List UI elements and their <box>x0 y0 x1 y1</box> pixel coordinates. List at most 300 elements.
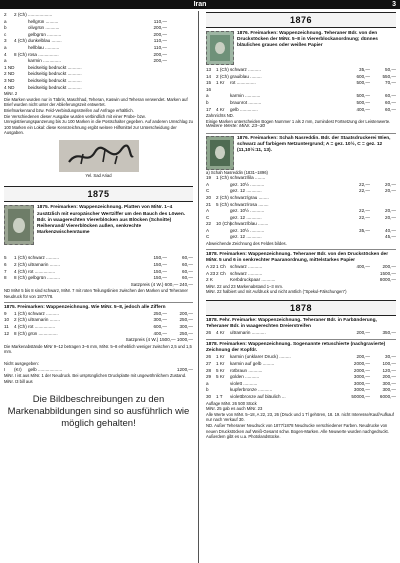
cell-c2: 10 (Ch) <box>216 221 232 227</box>
cell-c1: 26 <box>206 354 212 360</box>
table-row <box>206 277 396 284</box>
table-row <box>4 19 193 26</box>
cell-c5: 60,— <box>182 275 193 281</box>
cell-c2: 4 (Ch) <box>14 268 27 274</box>
cell-c2: 2 (Ch) <box>14 12 27 17</box>
cell-c1: 27 <box>206 361 212 367</box>
stamp-image <box>4 205 34 245</box>
cell-c1: 14 <box>206 73 212 79</box>
cell-c5: 60,— <box>182 255 193 261</box>
cell-c2: 5 (Ch) <box>216 201 229 207</box>
table-row <box>4 85 193 92</box>
cell-c3: beidseitig bedruckt ........... <box>28 77 82 83</box>
cell-c2: 1 (Ch) <box>14 255 27 261</box>
cell-c1: 20 <box>206 194 212 200</box>
cell-c4: 2000,— <box>353 361 370 367</box>
cell-c3: schwarz .......... <box>28 255 59 261</box>
table-row <box>4 32 193 39</box>
cell-c5: 200,— <box>382 374 396 380</box>
table-row <box>206 361 396 368</box>
cell-c3: schwarz/grau ........ <box>230 194 269 200</box>
cell-c3: karmin (unklarer Druck) ......... <box>230 354 291 360</box>
cell-c3: Kerbdruckpaar ........... <box>230 277 276 283</box>
table-row <box>4 12 193 19</box>
cell-c5: 60,— <box>385 99 396 105</box>
cell-c3: gez. 12 ............ <box>230 188 262 194</box>
table-row <box>206 195 396 202</box>
cell-c1: 21 <box>206 201 212 207</box>
note: Die Markenabstände MiNr 9–12 betragen 3–6 mm, MiNr. 5–8 erheblich weniger zwischen 2,5 und 1,5 mm. <box>4 343 192 355</box>
cell-c1: 19 <box>206 175 212 181</box>
cell-c1: a <box>206 93 209 99</box>
table-row <box>4 71 193 78</box>
table-row <box>206 67 396 74</box>
cell-c2: 1 T <box>216 394 223 400</box>
year-heading-1875: 1875 <box>4 186 193 202</box>
cell-c3: hellgrün .......... <box>28 18 59 24</box>
subheading: Nicht ausgegeben: <box>4 360 39 366</box>
cell-c3: ................... <box>28 12 53 17</box>
cell-c4: 600,— <box>356 73 370 79</box>
cell-c5: 20,— <box>385 188 396 194</box>
cell-c2: 8 (Ch) <box>14 275 27 281</box>
cell-c1: 4 <box>4 51 7 57</box>
cell-c3: kupferbronze ........... <box>230 387 273 393</box>
table-row <box>4 45 193 52</box>
cell-c1: 9 <box>4 310 7 316</box>
cell-c1: 13 <box>206 67 212 72</box>
cell-c2: 5 Kr <box>216 367 225 373</box>
cell-c3: beidseitig bedruckt ........... <box>28 71 82 77</box>
subheading: a) Schah Nasreddin (1831–1896) <box>206 169 268 175</box>
table-row <box>206 182 396 189</box>
issue-1876-table <box>206 67 396 113</box>
cell-c2: 2 (Ch) <box>216 194 229 200</box>
cell-c5 <box>167 38 193 45</box>
table-row <box>206 215 396 222</box>
cell-c5 <box>167 12 193 19</box>
cell-c2 <box>14 65 28 72</box>
table-row <box>4 311 193 318</box>
issue-title: 1878. Freimarken: Wappenzeichnung. Teheraner Bdr. von den Druckstöcken der MiNr. 5 und 6 in senkrechter Paaranordnung, mittelstarkes Papier <box>206 251 389 263</box>
cell-c5: 250,— <box>179 317 193 323</box>
cell-c3: gez. 12 ............ <box>230 214 262 220</box>
cell-c5 <box>167 85 193 92</box>
table-row <box>4 317 193 324</box>
cell-c5 <box>370 195 396 202</box>
cell-c2 <box>216 277 230 284</box>
cell-c1: 15 <box>206 80 212 86</box>
note: MiNr. 22 halbiert und mit Aufdruck und nicht amtlich ("Spekul-Fälschungen") <box>206 289 347 295</box>
note: Einige Marken unterscheiden Bogen Nummer 1 als 2 mm, zumindest Fortsetzung der Leistenwerte. <box>206 118 391 124</box>
cell-c1: 8 <box>4 275 7 281</box>
cell-c5: 250,— <box>179 330 193 336</box>
cell-c2 <box>14 25 28 32</box>
cell-c3: karmin auf gelb ......... <box>230 361 275 367</box>
cell-c4 <box>342 221 370 228</box>
table-row: 26 4 Kr ultramarin ........... 200,— 350,— <box>206 330 396 336</box>
table-row <box>206 202 396 209</box>
cell-c1: 4 ND <box>4 84 15 90</box>
cell-c3: rot ................ <box>28 268 56 274</box>
cell-c5 <box>167 32 193 39</box>
cell-c2 <box>216 215 230 222</box>
arabic-script-image <box>59 140 139 172</box>
cell-c1: C <box>206 214 210 220</box>
cell-c4: 200,— <box>153 25 167 31</box>
cell-c5 <box>167 52 193 59</box>
note: ND MiNr 5 bis 8 sind schwarz, MiNr. 7 mit roten Teilungslinien zwischen den Marken und Teheraner Neudruck für von 1877/78. <box>4 288 188 300</box>
cell-c2 <box>14 71 28 78</box>
cell-c3: schwarz .......... <box>28 310 59 316</box>
signature-image <box>59 140 139 172</box>
cell-c3 <box>230 87 342 94</box>
table-row <box>206 100 396 107</box>
issue-1876b-table <box>206 175 396 241</box>
cell-c1: 2 K <box>206 277 213 283</box>
cell-c4: 22,— <box>359 208 370 214</box>
cell-c2: 1 Kr <box>216 354 225 360</box>
cell-c1: 17 <box>206 106 212 112</box>
table-row <box>206 208 396 215</box>
cell-c3: schwarz ........... <box>230 270 263 276</box>
cell-c3: violett ........... <box>230 380 258 386</box>
cell-c4 <box>342 277 370 284</box>
cell-c2: 4 (Ch) <box>14 324 27 330</box>
cell-c5 <box>167 71 193 78</box>
cell-c3: rotbraun ........... <box>230 367 263 373</box>
issue-1875b-table <box>4 311 193 337</box>
note: ND. Außer Teheraner Neudruck von 1877/1878 Neudrucke verschiedener Farben. Neudrucke von neuen Druckstöcken auf Weiß-Gesamt schw. Bogen-Marken. Alle Neuwerte wurden nachgedruckt. Außerdem gibt es u.a. Photolandstücke. <box>206 422 389 440</box>
note: Abweichende Zeichnung des Feldes bildes. <box>206 241 287 247</box>
cell-c4: 300,— <box>153 317 167 323</box>
issue-1878b-table <box>206 354 396 400</box>
cell-c5: 45,— <box>385 234 396 240</box>
cell-c1: A <box>206 227 210 233</box>
cell-c4 <box>342 175 370 182</box>
cell-c5 <box>370 221 396 228</box>
cell-c5 <box>167 45 193 52</box>
cell-c5 <box>167 58 193 65</box>
cell-c2 <box>14 45 28 52</box>
cell-c3: gelbgrün .......... <box>28 275 60 281</box>
issue-title: 1876. Freimarken: Schah Nasreddin. Bdr. der Staatsdruckerei Wien, schwarz auf farbigem Netzuntergrund; A = gez. 10½, C = gez. 12 (11,10½:11, 13). <box>237 135 391 153</box>
cell-c3: violettbronze auf bläulich ... <box>230 394 286 400</box>
cell-c1: a <box>4 58 7 64</box>
cell-c2 <box>216 234 230 241</box>
cell-c4: 35,— <box>359 227 370 233</box>
cell-c1: 3 <box>4 38 7 44</box>
cell-c1: 16 <box>206 86 212 92</box>
cell-c3: gez. 10½ ........... <box>230 181 265 187</box>
cell-c5: 1500,— <box>379 270 396 276</box>
stamp-image <box>206 136 234 170</box>
cell-c1: 3 ND <box>4 77 15 83</box>
table-row <box>206 264 396 271</box>
cell-c2 <box>216 100 230 107</box>
cell-c4: 500,— <box>356 93 370 99</box>
cell-c3: karmin .............. <box>28 58 61 64</box>
cell-c4: 400,— <box>356 264 370 270</box>
cell-c2: 8 (Ch) <box>14 330 27 336</box>
cell-c2 <box>14 32 28 39</box>
stamp-image <box>206 31 234 65</box>
table-row <box>4 324 193 331</box>
cell-c4: 600,— <box>153 324 167 330</box>
year-heading-1876: 1876 <box>206 12 396 28</box>
cell-c3: beidseitig bedruckt ........... <box>28 64 82 70</box>
table-row <box>206 381 396 388</box>
table-row <box>206 221 396 228</box>
cell-c5: 50,— <box>385 67 396 72</box>
cell-c2: 1 Kr <box>216 80 225 86</box>
cell-c3: dunkelblau ........ <box>28 38 62 44</box>
cell-c1: a <box>4 44 7 50</box>
cell-c5: 60,— <box>182 262 193 268</box>
cell-c1: 11 <box>4 324 9 330</box>
note: Zahnrichts ND. <box>206 113 234 119</box>
cell-c1: 12 <box>4 330 10 336</box>
cell-c5: 120,— <box>382 367 396 373</box>
cell-c5: 60,— <box>385 93 396 99</box>
table-row <box>4 255 193 262</box>
cell-c1: a <box>206 380 209 386</box>
issue-1875-block <box>4 205 193 245</box>
table-row <box>4 65 193 72</box>
cell-c1: 6 <box>4 262 7 268</box>
paragraph: Die Marken wurden nur in Täbris, Maschhad, Teheran, Kaswin und Teheran verwendet. Marken auf Brief wurden nicht unter der Ablieferungszeit entwertet. <box>4 96 188 108</box>
note: MiNr. 2 <box>4 91 18 97</box>
issue-1878-table <box>206 264 396 284</box>
cell-c5: 300,— <box>179 324 193 330</box>
cell-c5: 20,— <box>385 208 396 214</box>
cell-c4: 150,— <box>153 268 167 274</box>
cell-c4: 110,— <box>153 44 167 50</box>
cell-c2 <box>14 85 28 92</box>
cell-c1: A 23 <box>206 270 216 276</box>
paragraph: Die Verschiedenen dieser Ausgabe wurden verbindlich mit einer Probe- bzw. Unregistrierungspanzerung bis zu 100 Marken in die Postschalter gegeben. Auf anderen Umschlag zu 100 Marken ein Lokal: diese Kennzeichnung ergibt weitere Hilfsmittel zur Unterscheidung der Ausgaben. <box>4 113 194 136</box>
cell-c1: C <box>206 188 210 194</box>
cell-c2: 1 (Ch) <box>14 310 27 316</box>
paragraph: Briefmarkenrand bzw. Feld-Verbindungsstreifen auf Anfrage erhältlich. <box>4 107 134 113</box>
cell-c3: gez. 12 ............ <box>230 234 262 240</box>
cell-c2 <box>14 19 28 26</box>
cell-c2 <box>14 78 28 85</box>
cell-c4 <box>139 71 167 78</box>
cell-c2: 2 (Ch) <box>14 262 27 268</box>
cell-c5: 300,— <box>382 380 396 386</box>
table-row <box>206 354 396 361</box>
table-row <box>206 234 396 241</box>
cell-c1: 28 <box>206 367 212 373</box>
table-row <box>206 188 396 195</box>
cell-c4: 110,— <box>153 38 167 44</box>
cell-c2: 2 Ch <box>216 270 226 276</box>
cell-c4 <box>139 65 167 72</box>
cell-c3: gelbgrün ........... <box>28 31 62 37</box>
cell-c5: 30,— <box>385 354 396 360</box>
table-row <box>206 93 396 100</box>
table-row <box>4 269 193 276</box>
cell-c3: ultramarin ........ <box>28 317 60 323</box>
cell-c5: 6000,— <box>379 394 396 400</box>
cell-c5: 20,— <box>385 214 396 220</box>
cell-c4: 200,— <box>153 58 167 64</box>
cell-c3: beidseitig bedruckt ........... <box>28 84 82 90</box>
set-price: Satzpreis (4 W.) 1500,— 1000,— <box>125 337 193 343</box>
cell-c5: 200,— <box>382 264 396 270</box>
cell-c1: 5 <box>4 255 7 261</box>
cell-c4: 150,— <box>153 275 167 281</box>
cell-c3: braunrot .......... <box>230 99 262 105</box>
cell-c1: C <box>206 234 210 240</box>
cell-c2 <box>216 188 230 195</box>
cell-c3: rot ................ <box>28 324 56 330</box>
cell-c2: 2 (Ch) <box>14 317 27 323</box>
cell-c3: gelb .............. <box>230 106 258 112</box>
cell-c5: 550,— <box>382 73 396 79</box>
cell-c2: 1 Kr <box>216 361 225 367</box>
header-title: Iran <box>193 1 207 8</box>
cell-c2 <box>216 182 230 189</box>
cell-c1: 2 <box>4 12 7 17</box>
cell-c4: 110,— <box>153 18 167 24</box>
cell-c3: schwarz/lila ........ <box>230 175 266 181</box>
cell-c5: 70,— <box>385 80 396 86</box>
cell-c4: 150,— <box>153 255 167 261</box>
cell-c3: schwarz ........... <box>230 264 263 270</box>
cell-c5: 100,— <box>382 361 396 367</box>
cell-c4 <box>139 78 167 85</box>
page-number: 3 <box>392 1 396 8</box>
cell-c5 <box>167 19 193 26</box>
cell-c4: 200,— <box>153 51 167 57</box>
cell-c4 <box>342 234 370 241</box>
cell-c3: gez. 10½ ........... <box>230 227 265 233</box>
cell-c1: 29 <box>206 374 212 380</box>
cell-c4 <box>342 202 370 209</box>
cell-c1: b <box>206 99 209 105</box>
cell-c4: 22,— <box>359 181 370 187</box>
cell-c4: 35,— <box>359 67 370 72</box>
table-row <box>4 52 193 59</box>
cell-c1: 1 ND <box>4 64 15 70</box>
cell-c3: ultramarin ........ <box>28 262 60 268</box>
table-row <box>206 87 396 94</box>
cell-c5: 60,— <box>385 106 396 112</box>
cell-c3: grün ............... <box>28 330 58 336</box>
issue-1875-table <box>4 255 193 281</box>
cell-c4: 3000,— <box>353 387 370 393</box>
cell-c4: 22,— <box>359 214 370 220</box>
cell-c2 <box>216 93 230 100</box>
cell-c2: 1 Ch <box>216 264 226 270</box>
cell-c2 <box>216 208 230 215</box>
cell-c4: 500,— <box>356 80 370 86</box>
cell-c4 <box>342 87 370 94</box>
cell-c2: 4 Kr <box>216 106 225 112</box>
note: MiNr. I3 bill aus <box>4 378 33 384</box>
image-caption: Yel. Sad Ariad <box>85 172 112 178</box>
issue-title: 1878. Fehr. Freimarke: Wappenzeichnung. Teheraner Bdr. in Farbänderung, Teheraner Bdr. in waagerechten Dreierstreifen <box>206 318 377 330</box>
issue-title: 1875. Freimarken: Wappenzeichnung. Platten von MiNr. 1–4 zusätzlich mit europäischer Wertziffer um den Bauch des Löwen. Bdr. in waagerechten Viererblöcken aus Blöcken (Schnitte) Reihenrand/ Viererblöcken außen, senkrechte Markenzwischenräume <box>37 205 186 236</box>
right-column <box>206 12 396 440</box>
cell-c4: 400,— <box>153 330 167 336</box>
cell-c1: b <box>4 25 7 31</box>
cell-c4 <box>342 195 370 202</box>
cell-c4 <box>139 12 167 19</box>
issue-title: 1875. Freimarken: Wappenzeichnung. Wie MiNr. 5–8, jedoch alle Ziffern <box>4 304 166 310</box>
cell-c5 <box>167 25 193 32</box>
cell-c3: schwarz/rosa ........ <box>230 201 269 207</box>
cell-c5: 200,— <box>179 310 193 316</box>
cell-c4: 3000,— <box>353 380 370 386</box>
table-row <box>4 78 193 85</box>
table-row <box>206 374 396 381</box>
table-row <box>206 80 396 87</box>
note: MiNr. 22 und 23 Markenabstand 1–3 mm. <box>206 283 284 289</box>
table-row <box>206 74 396 81</box>
cell-c4: 2000,— <box>353 367 370 373</box>
table-row <box>4 331 193 338</box>
note: MiNr. I ist aus MiNr. 1 der Neudruck. Bei ursprünglichen Druckplatte mit ungewöhnlichem Zustand. <box>4 373 187 379</box>
cell-c1: A 22 <box>206 264 216 270</box>
note: Auflage MiNr. 26 500 Stück <box>206 400 257 406</box>
cell-c1: 30 <box>206 394 212 400</box>
cell-c3: gez. 10½ ........... <box>230 208 265 214</box>
cell-c3: rot ............... <box>230 80 256 86</box>
cell-c1: a <box>4 18 7 24</box>
cell-c4 <box>342 271 370 278</box>
cell-c5: 60,— <box>182 268 193 274</box>
cell-c1: A <box>206 181 210 187</box>
issue-1850s-table <box>4 12 193 91</box>
cell-c5: 40,— <box>385 227 396 233</box>
cell-c5 <box>370 87 396 94</box>
cell-c2 <box>216 228 230 235</box>
cell-c3: hellblau ........... <box>28 44 60 50</box>
cell-c3: rosa ................ <box>28 51 59 57</box>
table-row <box>4 262 193 269</box>
cell-c2: 2 (Ch) <box>216 73 229 79</box>
cell-c3: schwarz/blau ........ <box>230 221 269 227</box>
cell-c3: schwarz .......... <box>230 67 261 72</box>
table-row <box>206 107 396 114</box>
cell-c5: 300,— <box>382 387 396 393</box>
info-banner: Die Bildbeschreibungen zu den Markenabbildungen sind so ausführlich wie möglich gehalten! <box>7 394 190 430</box>
table-row <box>206 394 396 401</box>
table-row <box>4 275 193 282</box>
cell-c4: 22,— <box>359 188 370 194</box>
cell-c4: 500,— <box>356 99 370 105</box>
table-row <box>206 271 396 278</box>
cell-c2: 1 (Ch) <box>216 67 229 72</box>
cell-c1: 22 <box>206 221 212 227</box>
table-row <box>206 175 396 182</box>
cell-c4: 200,— <box>356 354 370 360</box>
cell-c5: 20,— <box>385 181 396 187</box>
year-heading-1878: 1878 <box>206 300 396 316</box>
cell-c4: 400,— <box>356 106 370 112</box>
table-row <box>206 387 396 394</box>
cell-c4: 250,— <box>153 310 167 316</box>
table-row <box>4 25 193 32</box>
issue-title: 1876. Freimarken: Wappenzeichnung. Teheraner Bdr. von den Druckstöcken der MiNr. 5–8 in Viererblockanordnung; dünnes bläuliches graues oder weißes Papier <box>237 31 378 49</box>
set-price: Satzpreis (4 W.) 600,— 240,— <box>130 281 193 287</box>
cell-c2 <box>14 58 28 65</box>
cell-c3: karmin ............ <box>230 93 261 99</box>
issue-1876b-block <box>206 136 396 170</box>
